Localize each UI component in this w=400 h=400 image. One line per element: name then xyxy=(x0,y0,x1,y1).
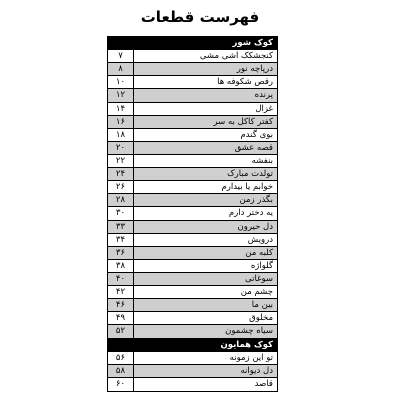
toc-row xyxy=(108,155,277,168)
page-number: ۳۰ xyxy=(108,207,134,219)
page-number: ۴۰ xyxy=(108,273,134,285)
page-number: ۲۰ xyxy=(108,142,134,154)
toc-row xyxy=(108,194,277,207)
piece-title: بنفشه xyxy=(251,156,273,167)
page-number: ۳۳ xyxy=(108,221,134,233)
piece-title: خوابم یا بیدارم xyxy=(221,182,273,193)
toc-row xyxy=(108,50,277,63)
toc-row xyxy=(108,89,277,102)
section-title: کوک همایون xyxy=(220,339,273,350)
toc-row xyxy=(108,286,277,299)
piece-title: رقص شکوفه ها xyxy=(217,77,273,88)
page-number: ۴۹ xyxy=(108,312,134,324)
toc-row xyxy=(108,312,277,325)
page-number: ۲۲ xyxy=(108,155,134,167)
toc-row xyxy=(108,181,277,194)
toc-row xyxy=(108,260,277,273)
piece-title: کلبه من xyxy=(245,247,273,258)
toc-row xyxy=(108,247,277,260)
page-number: ۵۸ xyxy=(108,365,134,377)
piece-title: قصه عشق xyxy=(234,142,273,153)
piece-title: تو این زمونه xyxy=(229,352,273,363)
page-number: ۵۲ xyxy=(108,325,134,337)
piece-title: گلواژه xyxy=(250,260,273,271)
toc-row xyxy=(108,221,277,234)
page-number: ۸ xyxy=(108,63,134,75)
piece-title: دل دیوانه xyxy=(240,365,273,376)
toc-row xyxy=(108,325,277,338)
toc-row xyxy=(108,299,277,312)
toc-row xyxy=(108,116,277,129)
piece-title: مخلوق xyxy=(249,313,273,324)
toc-row xyxy=(108,365,277,378)
page-number: ۱۰ xyxy=(108,76,134,88)
toc-row xyxy=(108,63,277,76)
piece-title: سیاه چشمون xyxy=(225,326,273,337)
page-number: ۱۶ xyxy=(108,116,134,128)
toc-section-header xyxy=(108,339,277,352)
piece-title: درپاچه نور xyxy=(236,64,273,75)
piece-title: چشم من xyxy=(240,287,273,298)
piece-title: سوغاتی xyxy=(245,274,273,285)
page-number: ۱۸ xyxy=(108,129,134,141)
toc-row xyxy=(108,234,277,247)
section-title: کوک شور xyxy=(232,38,273,49)
page-number: ۱۴ xyxy=(108,103,134,115)
page-number xyxy=(108,339,134,351)
toc-row xyxy=(108,207,277,220)
piece-title: یه دختر دارم xyxy=(228,208,273,219)
piece-title: تولدت مبارک xyxy=(227,169,273,180)
toc-section-header xyxy=(108,37,277,50)
toc-row xyxy=(108,103,277,116)
piece-title: کفتر کاکل به سر xyxy=(213,116,273,127)
piece-title: قاصد xyxy=(254,379,273,390)
piece-title: غزال xyxy=(255,103,273,114)
page-title: فهرست قطعات xyxy=(140,8,260,26)
piece-title: پرنده xyxy=(254,90,273,101)
page-number: ۳۸ xyxy=(108,260,134,272)
page-number: ۲۶ xyxy=(108,181,134,193)
toc-row xyxy=(108,378,277,391)
page-number: ۳۴ xyxy=(108,234,134,246)
piece-title: بین ما xyxy=(251,300,273,311)
page-number: ۴۲ xyxy=(108,286,134,298)
piece-title: کنجشکک اشی مشی xyxy=(199,51,273,62)
piece-title: درویش xyxy=(247,234,273,245)
toc-row xyxy=(108,76,277,89)
page-number: ۱۲ xyxy=(108,89,134,101)
toc-row xyxy=(108,129,277,142)
piece-title: بگذر زمن xyxy=(239,195,273,206)
toc-row xyxy=(108,142,277,155)
page-number: ۲۴ xyxy=(108,168,134,180)
page-number: ۵۶ xyxy=(108,352,134,364)
page-number: ۷ xyxy=(108,50,134,62)
toc-row xyxy=(108,273,277,286)
page-number: ۳۶ xyxy=(108,247,134,259)
piece-title: دل حیرون xyxy=(237,221,273,232)
page-number: ۲۸ xyxy=(108,194,134,206)
piece-title: بوی گندم xyxy=(240,129,273,140)
page-number xyxy=(108,37,134,49)
page-number: ۶۰ xyxy=(108,378,134,391)
toc-row xyxy=(108,352,277,365)
page-number: ۴۶ xyxy=(108,299,134,311)
toc-row xyxy=(108,168,277,181)
table-of-contents xyxy=(107,36,278,392)
